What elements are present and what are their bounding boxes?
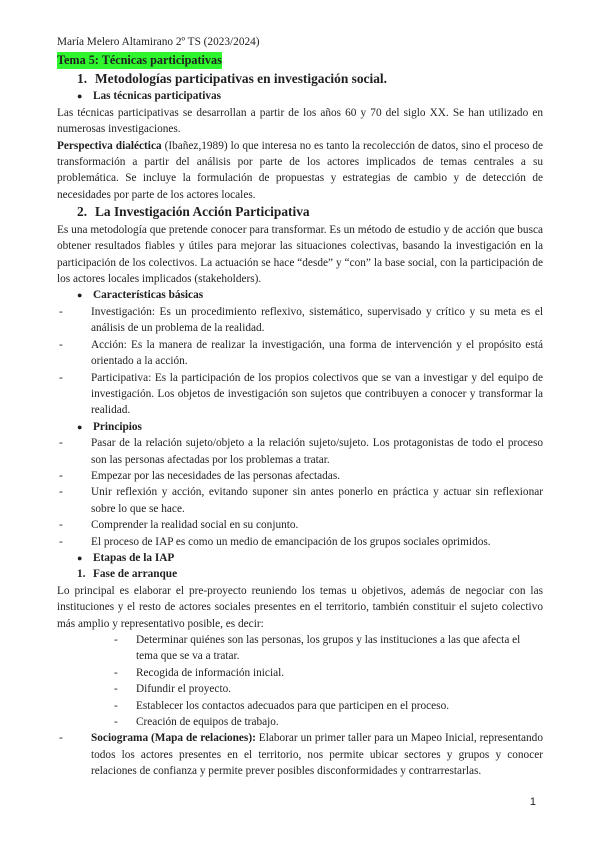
bullet-caracteristicas-label: Características básicas (93, 289, 204, 302)
fase-heading (77, 566, 543, 582)
sociograma-item (57, 730, 543, 779)
list-item-text: Establecer los contactos adecuados para que participen en el proceso. (136, 699, 450, 712)
list-item (57, 484, 543, 517)
list-item-text: El proceso de IAP es como un medio de emancipación de los grupos sociales oprimidos. (91, 535, 491, 548)
dash-icon: - (59, 305, 63, 318)
dash-icon: - (114, 634, 118, 646)
list-item (114, 665, 543, 681)
document-header: María Melero Altamirano 2º TS (2023/2024) (57, 36, 260, 48)
dash-icon: - (59, 371, 63, 384)
perspectiva-label: Perspectiva dialéctica (57, 139, 162, 152)
list-item-text: Pasar de la relación sujeto/objeto a la relación sujeto/sujeto. Los protagonistas de todo el proceso son las personas afectadas por los problemas a tratar. (91, 437, 543, 466)
list-item (114, 681, 543, 697)
tema-title: Tema 5: Técnicas participativas (57, 53, 222, 68)
bullet-tecnicas-label: Las técnicas participativas (93, 90, 222, 103)
list-item-text: Participativa: Es la participación de los propios colectivos que se van a investigar y del equipo de investigación. Los objetos de investigación son sujetos que contribuyen a conocer y transformar la realidad. (91, 371, 543, 417)
dash-icon: - (59, 486, 63, 499)
list-item-text: Creación de equipos de trabajo. (136, 716, 279, 729)
dash-icon: - (114, 699, 118, 712)
fase-intro: Lo principal es elaborar el pre-proyecto reuniendo los temas u objetivos, además de negociar con las instituciones y el resto de actores sociales presentes en el territorio, también constituir el sujeto colectivo más amplio y representativo posible, es decir: (57, 584, 543, 630)
dash-icon: - (114, 666, 118, 679)
list-item-text: Acción: Es la manera de realizar la investigación, una forma de intervención y el propósito está orientado a la acción. (91, 338, 543, 368)
dash-icon: - (59, 732, 63, 745)
dash-icon: - (59, 519, 63, 532)
bullet-tecnicas (77, 88, 543, 104)
section-1-title: Metodologías participativas en investigación social. (95, 70, 387, 86)
dash-icon: - (59, 469, 63, 482)
bullet-etapas-label: Etapas de la IAP (93, 551, 175, 564)
list-item-text: Difundir el proyecto. (136, 683, 232, 696)
section-1-number: 1. (77, 70, 88, 86)
section-2-heading (77, 203, 543, 222)
fase-title: Fase de arranque (93, 568, 178, 581)
list-item (57, 534, 543, 550)
dash-icon: - (59, 535, 63, 548)
section-2-title: La Investigación Acción Participativa (95, 204, 310, 220)
perspectiva-paragraph (57, 138, 543, 204)
bullet-caracteristicas (77, 287, 543, 303)
list-item (57, 517, 543, 533)
page-number: 1 (529, 796, 536, 808)
list-item-text: Determinar quiénes son las personas, los grupos y las instituciones a las que afecta el tema que se va a tratar. (136, 634, 521, 663)
list-item (57, 304, 543, 337)
bullet-icon: ● (77, 91, 83, 102)
list-item-text: Comprender la realidad social en su conjunto. (91, 519, 299, 532)
bullet-principios-label: Principios (93, 420, 142, 433)
list-item (57, 370, 543, 419)
bullet-icon: ● (77, 290, 83, 301)
list-item (114, 698, 543, 714)
sociograma-text-wrap (91, 730, 543, 779)
bullet-icon: ● (77, 552, 83, 563)
list-item (114, 632, 543, 665)
bullet-etapas (77, 550, 543, 566)
section-1-intro: Las técnicas participativas se desarrollan a partir de los años 60 y 70 del siglo XX. Se han utilizado en numerosas investigaciones. (57, 106, 543, 136)
dash-icon: - (114, 716, 118, 729)
list-item-text: Investigación: Es un procedimiento reflexivo, sistemático, supervisado y crítico y su meta es el análisis de un problema de la realidad. (91, 305, 543, 335)
perspectiva-text: (Ibañez,1989) lo que interesa no es tanto la recolección de datos, sino el proceso de transformación a partir del análisis por parte de los actores implicados de temas centrales a su problemática. Se incluye la formulación de propuestas y estrategias de cambio y de detección de necesidades por parte de los actores locales. (57, 139, 543, 201)
dash-icon: - (59, 437, 63, 450)
section-2-intro: Es una metodología que pretende conocer para transformar. Es un método de estudio y de acción que busca obtener resultados fiables y útiles para mejorar las situaciones colectivas, basando la investigación en la participación de los colectivos. La actuación se hace “desde” y “con” la base social, con la participación de los actores locales implicados (stakeholders). (57, 223, 543, 286)
list-item-text: Unir reflexión y acción, evitando suponer sin antes ponerlo en práctica y actuar sin reflexionar sobre lo que se hace. (91, 486, 543, 515)
list-item (57, 435, 543, 468)
dash-icon: - (59, 338, 63, 351)
list-item (114, 714, 543, 730)
sociograma-label: Sociograma (Mapa de relaciones): (91, 732, 256, 745)
list-item-text: Empezar por las necesidades de las personas afectadas. (91, 469, 341, 482)
list-item (57, 468, 543, 484)
dash-icon: - (114, 683, 118, 696)
sociograma-text: Elaborar un primer taller para un Mapeo Inicial, representando todos los actores presentes en el territorio, nos permite ubicar sectores y grupos y conocer relaciones de confianza y permite prever posibles disconformidades y contrarrestarlas. (91, 732, 543, 778)
section-2-number: 2. (77, 204, 88, 220)
section-1-heading (77, 70, 543, 89)
list-item-text: Recogida de información inicial. (136, 666, 285, 679)
page-content (57, 34, 543, 780)
bullet-principios (77, 419, 543, 435)
bullet-icon: ● (77, 421, 83, 432)
list-item (57, 337, 543, 370)
fase-number: 1. (77, 568, 86, 581)
